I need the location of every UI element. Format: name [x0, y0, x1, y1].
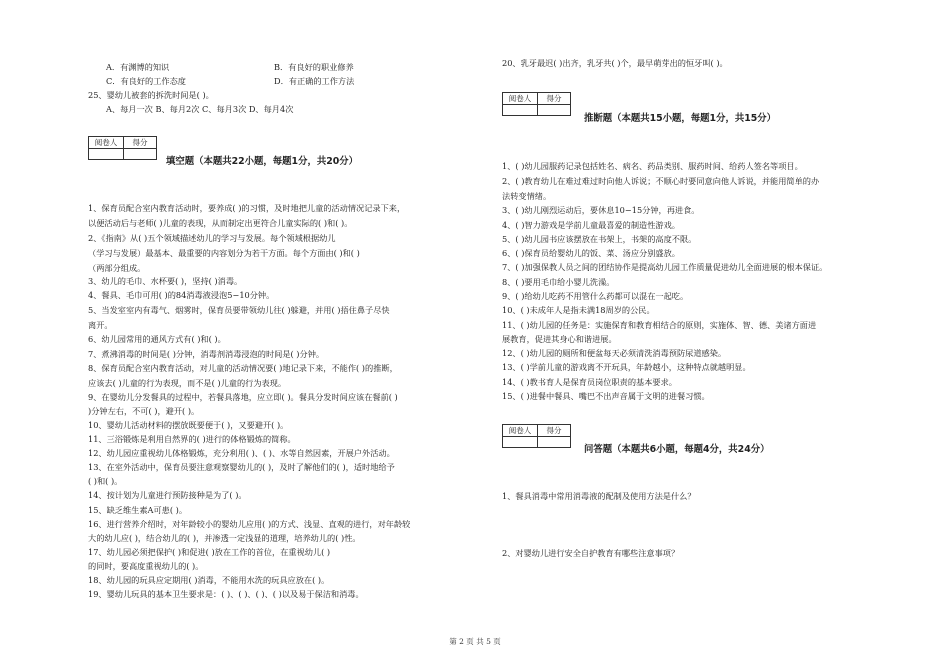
judge-line: 11、( )幼儿园的任务是：实施保育和教育相结合的原则，实施体、智、德、美诸方面进: [502, 320, 817, 330]
judge-line: 10、( )未成年人是指未满18周岁的公民。: [502, 305, 655, 315]
fill-line: 14、按计划为儿童进行预防接种是为了( )。: [88, 490, 247, 500]
judge-line: 9、( )给幼儿吃药不用管什么药都可以混在一起吃。: [502, 291, 689, 301]
reviewer-label: 阅卷人: [503, 425, 538, 437]
q20-line: 20、乳牙最迟( )出齐，乳牙共( )个，最早萌芽出的恒牙叫( )。: [502, 58, 728, 68]
score-label: 得分: [124, 137, 157, 149]
q24-option-d: D．有正确的工作方法: [274, 76, 355, 86]
judge-line: 6、( )保育员给婴幼儿的饭、菜、汤应分别盛放。: [502, 248, 680, 258]
score-cell: [538, 437, 571, 448]
judge-line: 法转变情绪。: [502, 191, 552, 201]
fill-line: )分钟左右，不可( )，避开( )。: [88, 406, 200, 416]
fill-line: 15、缺乏维生素A可患( )。: [88, 505, 188, 515]
fill-line: 16、进行营养介绍时，对年龄较小的婴幼儿应用( )的方式、浅显、直观的进行，对年龄较: [88, 519, 411, 529]
score-label: 得分: [538, 93, 571, 105]
fill-line: 应该去( )儿童的行为表现，而不是( )儿童的行为表现。: [88, 378, 287, 388]
score-box-fill: [88, 136, 157, 160]
fill-line: 7、煮沸消毒的时间是( )分钟，消毒剂消毒浸泡的时间是( )分钟。: [88, 349, 325, 359]
fill-line: 以便活动后与老师( )儿童的表现，从而制定出更符合儿童实际的( )和( )。: [88, 218, 353, 228]
fill-line: 6、幼儿园常用的通风方式有( )和( )。: [88, 334, 226, 344]
reviewer-label: 阅卷人: [503, 93, 538, 105]
q24-option-c: C．有良好的工作态度: [106, 76, 186, 86]
q25-options: A、每月一次 B、每月2次 C、每月3次 D、每月4次: [106, 104, 294, 114]
judge-line: 3、( )幼儿刚烈运动后，要休息10−15分钟，再进食。: [502, 205, 700, 215]
judge-line: 8、( )要用毛巾给小婴儿洗澡。: [502, 277, 615, 287]
judge-line: 15、( )进餐中餐具、嘴巴不出声音属于文明的进餐习惯。: [502, 391, 710, 401]
fill-line: 8、保育员配合室内教育活动，对儿童的活动情况要( )地记录下来，不能作( )的推断，: [88, 363, 398, 373]
fill-line: 4、餐具、毛巾可用( )的84消毒液浸泡5−10分钟。: [88, 290, 275, 300]
fill-line: ( )和( )。: [88, 476, 123, 486]
fill-line: 12、幼儿园应重视幼儿体格锻炼，充分利用( )、( )、水等自然因素，开展户外活动。: [88, 448, 395, 458]
fill-line: 1、保育员配合室内教育活动时，要养成( )的习惯，及时地把儿童的活动情况记录下来，: [88, 203, 406, 213]
section-title-judge: 推断题（本题共15小题，每题1分，共15分）: [584, 113, 776, 124]
score-box-qa: [502, 424, 571, 448]
fill-line: 11、三浴锻炼是利用自然界的( )进行的体格锻炼的简称。: [88, 434, 296, 444]
score-cell: [124, 149, 157, 160]
section-title-qa: 问答题（本题共6小题，每题4分，共24分）: [584, 444, 770, 455]
fill-line: 2、《指南》从( )五个领域描述幼儿的学习与发展。每个领域根据幼儿: [88, 233, 336, 243]
reviewer-label: 阅卷人: [89, 137, 124, 149]
score-label: 得分: [538, 425, 571, 437]
score-box-judge: [502, 92, 571, 116]
fill-line: 17、幼儿园必须把保护( )和促进( )放在工作的首位，在重视幼儿( ): [88, 547, 331, 557]
page-footer: 第 2 页 共 5 页: [449, 637, 501, 646]
fill-line: 10、婴幼儿活动材料的摆放既要便于( )，又要避开( )。: [88, 420, 289, 430]
reviewer-cell: [503, 437, 538, 448]
judge-line: 12、( )幼儿园的厕所和便盆每天必须清洗消毒预防尿道感染。: [502, 348, 727, 358]
fill-line: 19、婴幼儿玩具的基本卫生要求是：( )、( )、( )、( )以及易于保洁和消毒。: [88, 589, 364, 599]
fill-line: （学习与发展）最基本、最重要的内容划分为若干方面。每个方面由( )和( ): [88, 248, 360, 258]
q25-stem: 25、婴幼儿被套的拆洗时间是( )。: [88, 90, 214, 100]
fill-line: 9、在婴幼儿分发餐具的过程中，若餐具落地，应立即( )。餐具分发时间应该在餐前( ): [88, 392, 398, 402]
judge-line: 5、( )幼儿园书应该摆放在书架上，书架的高度不限。: [502, 234, 697, 244]
fill-line: （两部分组成。: [88, 263, 146, 273]
judge-line: 1、( )幼儿园服药记录包括姓名、病名、药品类别、服药时间、给药人签名等项目。: [502, 161, 803, 171]
judge-line: 2、( )教育幼儿在难过难过时向他人诉说；不顺心时要同意向他人诉说，并能用简单的办: [502, 176, 820, 186]
section-title-fill: 填空题（本题共22小题，每题1分，共20分）: [166, 156, 358, 167]
fill-line: 3、幼儿的毛巾、水杯要( )，坚持( )消毒。: [88, 276, 243, 286]
fill-line: 5、当发室室内有毒气、烟雾时，保育员要带领幼儿往( )躲避，并用( )捂住鼻子尽快: [88, 305, 390, 315]
reviewer-cell: [89, 149, 124, 160]
qa-question-1: 1、餐具消毒中常用消毒液的配制及使用方法是什么？: [502, 491, 696, 501]
fill-line: 18、幼儿园的玩具应定期用( )消毒，不能用水洗的玩具应放在( )。: [88, 575, 330, 585]
fill-line: 大的幼儿应( )，结合幼儿的( )，并渗透一定浅显的道理，培养幼儿的( )性。: [88, 533, 361, 543]
judge-line: 14、( )教书育人是保育员岗位职责的基本要求。: [502, 377, 677, 387]
reviewer-cell: [503, 105, 538, 116]
judge-line: 7、( )加强保教人员之间的团结协作是提高幼儿园工作质量促进幼儿全面进展的根本保证。: [502, 262, 828, 272]
qa-question-2: 2、对婴幼儿进行安全自护教育有哪些注意事项？: [502, 548, 680, 558]
fill-line: 13、在室外活动中，保育员要注意观察婴幼儿的( )，及时了解他们的( )，适时地给予: [88, 462, 395, 472]
judge-line: 展教育，促进其身心和谐进展。: [502, 334, 617, 344]
score-cell: [538, 105, 571, 116]
fill-line: 离开。: [88, 320, 113, 330]
judge-line: 13、( )学前儿童的游戏离不开玩具，年龄越小，这种特点就越明显。: [502, 362, 751, 372]
q24-option-a: A．有渊博的知识: [106, 62, 170, 72]
judge-line: 4、( )智力游戏是学前儿童最喜爱的制造性游戏。: [502, 220, 680, 230]
q24-option-b: B．有良好的职业修养: [274, 62, 354, 72]
fill-line: 的同时，要高度重视幼儿的( )。: [88, 561, 204, 571]
